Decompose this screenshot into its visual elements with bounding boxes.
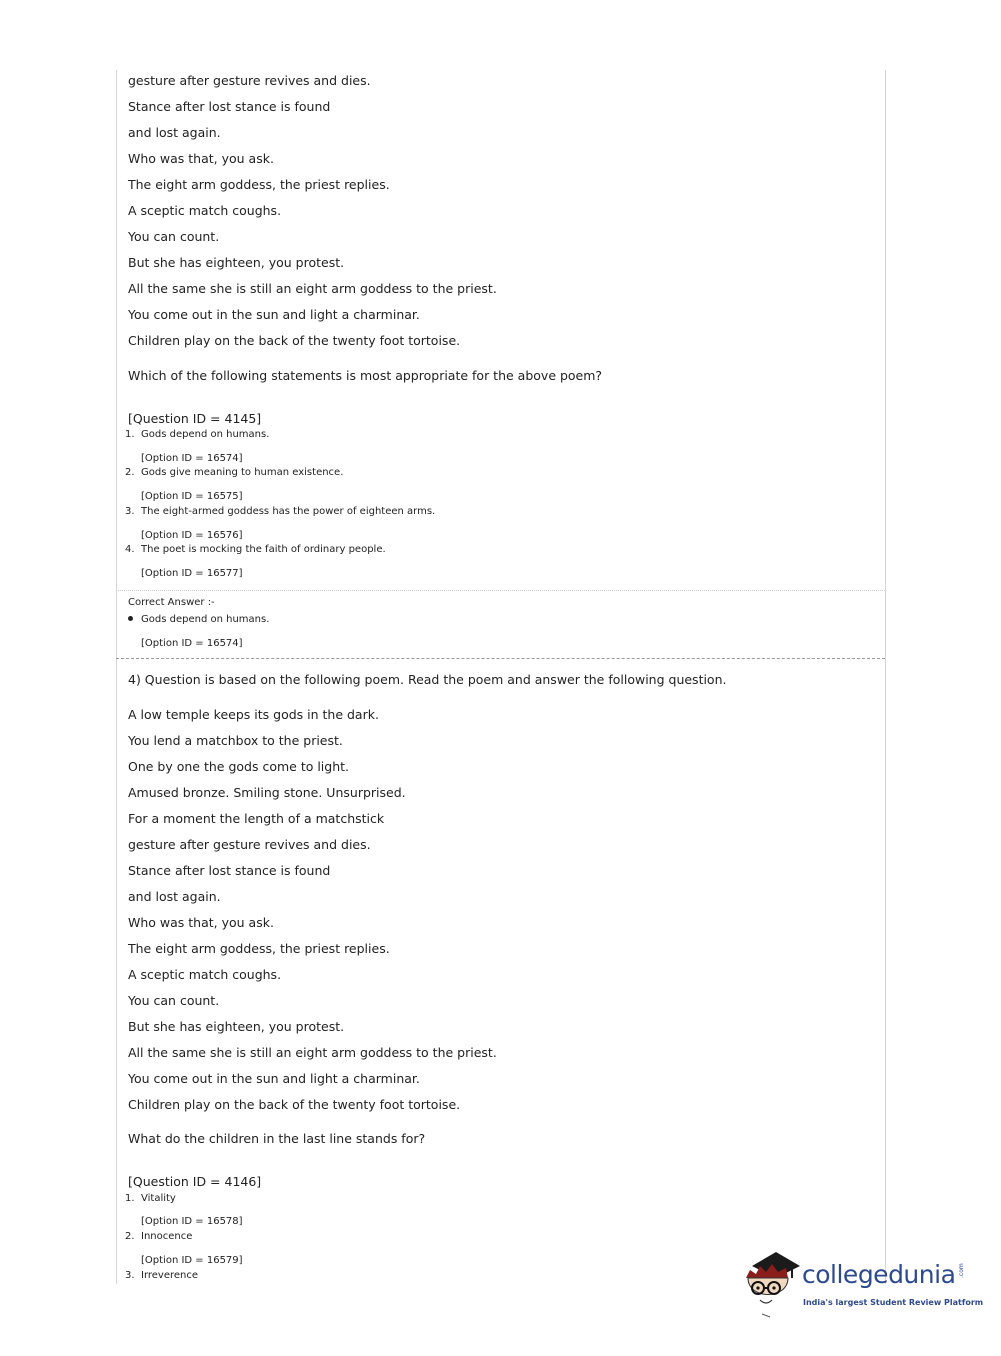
- poem-line: Who was that, you ask.: [128, 151, 274, 166]
- poem-line: One by one the gods come to light.: [128, 759, 350, 774]
- poem-line: All the same she is still an eight arm goddess to the priest.: [128, 281, 497, 296]
- option-4[interactable]: [125, 543, 386, 557]
- option-3[interactable]: [125, 505, 435, 519]
- poem-line: and lost again.: [128, 125, 221, 140]
- option-2[interactable]: [125, 466, 343, 480]
- option-id: [Option ID = 16576]: [141, 530, 243, 541]
- poem-line: The eight arm goddess, the priest replies.: [128, 177, 390, 192]
- option-text: Gods give meaning to human existence.: [141, 467, 344, 478]
- poem-continued: [128, 71, 868, 357]
- logo-domain-suffix: .com: [958, 1263, 965, 1278]
- poem-line: Children play on the back of the twenty foot tortoise.: [128, 333, 461, 348]
- poem-line: The eight arm goddess, the priest replies.: [128, 941, 390, 956]
- correct-answer: [128, 613, 269, 627]
- question-heading: 4) Question is based on the following poem. Read the poem and answer the following question.: [128, 672, 727, 687]
- divider: [116, 590, 885, 591]
- option-number: 2.: [125, 1231, 135, 1242]
- poem-line: Stance after lost stance is found: [128, 863, 331, 878]
- option-number: 2.: [125, 467, 135, 478]
- poem-line: For a moment the length of a matchstick: [128, 811, 385, 826]
- option-id: [Option ID = 16577]: [141, 568, 243, 579]
- logo-tagline: India's largest Student Review Platform: [803, 1298, 984, 1307]
- poem-line: But she has eighteen, you protest.: [128, 1019, 345, 1034]
- option-id: [Option ID = 16574]: [141, 453, 243, 464]
- logo-wordmark: collegedunia: [802, 1260, 956, 1289]
- option-2[interactable]: [125, 1230, 192, 1244]
- poem-line: You come out in the sun and light a charminar.: [128, 307, 420, 322]
- question-text: Which of the following statements is most appropriate for the above poem?: [128, 368, 603, 383]
- option-id: [Option ID = 16579]: [141, 1255, 243, 1266]
- option-1[interactable]: [125, 1192, 176, 1206]
- collegedunia-logo: [742, 1248, 984, 1320]
- poem-line: gesture after gesture revives and dies.: [128, 837, 371, 852]
- poem-line: You come out in the sun and light a charminar.: [128, 1071, 420, 1086]
- bullet-icon: [128, 616, 133, 621]
- poem-line: A low temple keeps its gods in the dark.: [128, 707, 379, 722]
- option-text: Innocence: [141, 1231, 193, 1242]
- option-number: 1.: [125, 429, 135, 440]
- poem-line: But she has eighteen, you protest.: [128, 255, 345, 270]
- poem-line: and lost again.: [128, 889, 221, 904]
- option-text: The poet is mocking the faith of ordinary people.: [141, 544, 386, 555]
- option-id: [Option ID = 16575]: [141, 491, 243, 502]
- option-text: Vitality: [141, 1193, 176, 1204]
- poem-line: Amused bronze. Smiling stone. Unsurprised.: [128, 785, 406, 800]
- option-number: 1.: [125, 1193, 135, 1204]
- poem-line: A sceptic match coughs.: [128, 203, 282, 218]
- option-number: 3.: [125, 1270, 135, 1281]
- option-1[interactable]: [125, 428, 269, 442]
- question-text: What do the children in the last line stands for?: [128, 1131, 426, 1146]
- option-number: 4.: [125, 544, 135, 555]
- poem: [128, 705, 868, 1121]
- question-id: [Question ID = 4145]: [128, 411, 262, 426]
- graduate-mascot-icon: [742, 1248, 802, 1318]
- poem-line: You can count.: [128, 229, 220, 244]
- poem-line: Stance after lost stance is found: [128, 99, 331, 114]
- correct-answer-label: Correct Answer :-: [128, 597, 215, 608]
- question-id: [Question ID = 4146]: [128, 1174, 262, 1189]
- option-id: [Option ID = 16578]: [141, 1216, 243, 1227]
- option-number: 3.: [125, 506, 135, 517]
- question-separator: [116, 658, 885, 659]
- poem-line: All the same she is still an eight arm goddess to the priest.: [128, 1045, 497, 1060]
- poem-line: Who was that, you ask.: [128, 915, 274, 930]
- option-text: Irreverence: [141, 1270, 199, 1281]
- poem-line: gesture after gesture revives and dies.: [128, 73, 371, 88]
- poem-line: You lend a matchbox to the priest.: [128, 733, 343, 748]
- poem-line: Children play on the back of the twenty foot tortoise.: [128, 1097, 461, 1112]
- option-text: Gods depend on humans.: [141, 429, 270, 440]
- option-3[interactable]: [125, 1269, 198, 1283]
- correct-answer-text: Gods depend on humans.: [141, 614, 270, 625]
- option-text: The eight-armed goddess has the power of eighteen arms.: [141, 506, 436, 517]
- poem-line: You can count.: [128, 993, 220, 1008]
- poem-line: A sceptic match coughs.: [128, 967, 282, 982]
- correct-option-id: [Option ID = 16574]: [141, 638, 243, 649]
